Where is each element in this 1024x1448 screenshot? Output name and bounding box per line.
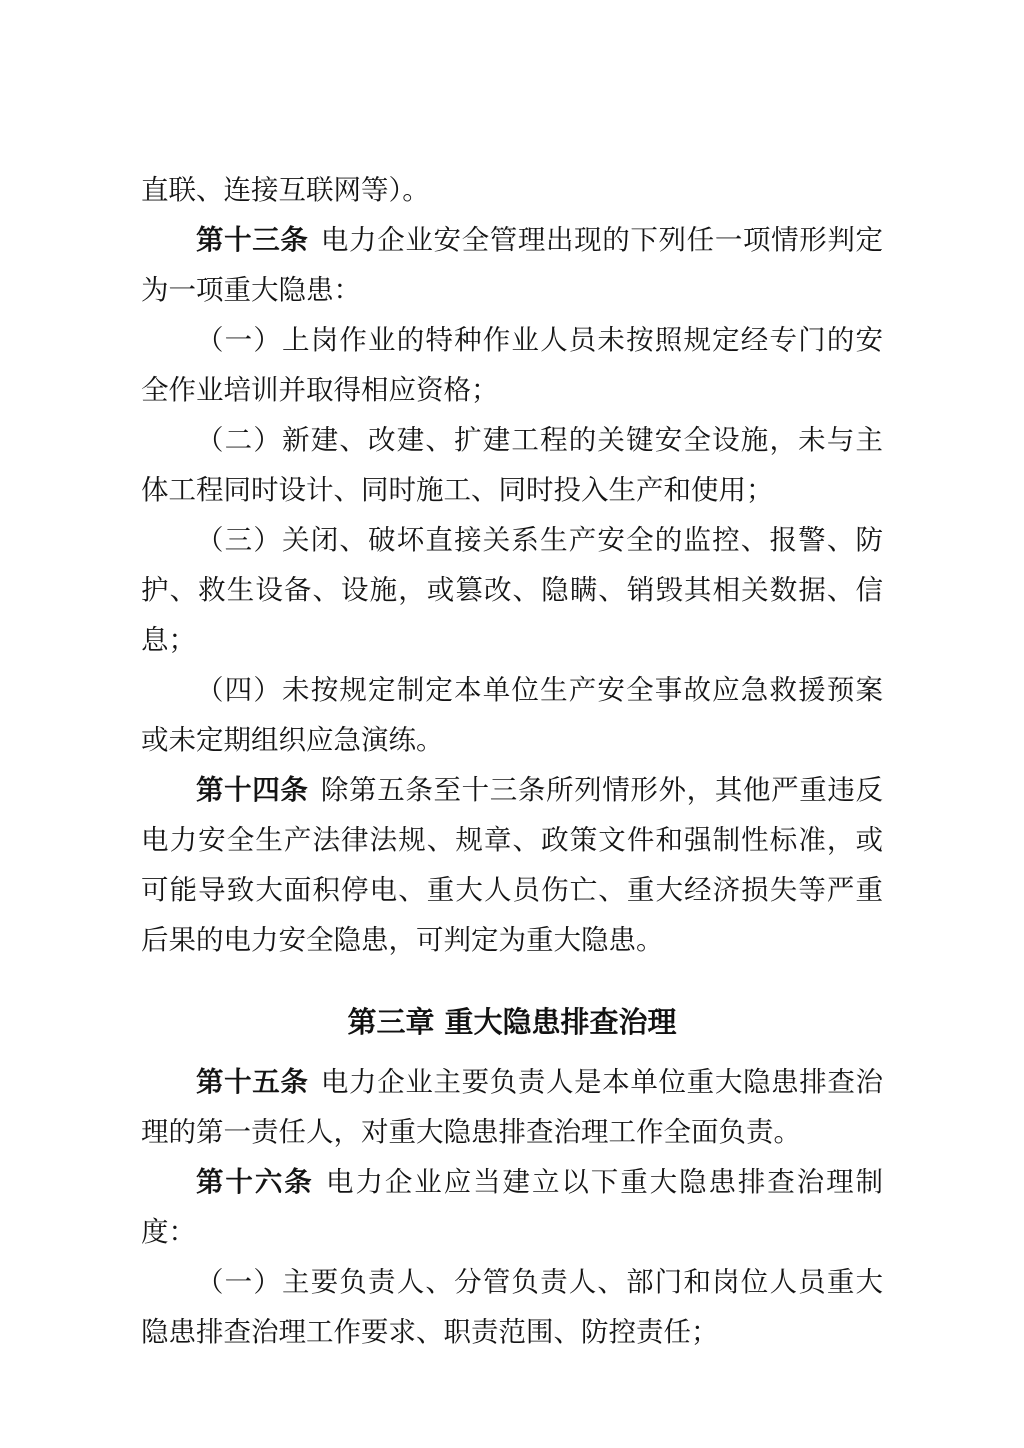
para-text: 除第五条至十三条所列情形外，其他严重违反电力安全生产法律法规、规章、政策文件和强制性标准，或可能导致大面积停电、重大人员伤亡、重大经济损失等严重后果的电力安全隐患，可判定为重大隐患。 (141, 774, 884, 956)
article-15-number: 第十五条 (196, 1066, 309, 1098)
article-16-number: 第十六条 (196, 1166, 314, 1198)
para-text: （三）关闭、破坏直接关系生产安全的监控、报警、防护、救生设备、设施，或篡改、隐瞒、销毁其相关数据、信息； (141, 524, 883, 656)
para-article-15 (141, 1057, 883, 1157)
chapter-heading: 第三章 重大隐患排查治理 (347, 1005, 677, 1039)
para-text: 电力企业主要负责人是本单位重大隐患排查治理的第一责任人，对重大隐患排查治理工作全面负责。 (141, 1066, 884, 1148)
para-text: 电力企业安全管理出现的下列任一项情形判定为一项重大隐患： (141, 224, 884, 306)
para-text: （四）未按规定制定本单位生产安全事故应急救援预案或未定期组织应急演练。 (141, 674, 883, 756)
para-text: 电力企业应当建立以下重大隐患排查治理制度： (141, 1166, 884, 1248)
para-article-13-item-1 (141, 315, 883, 415)
para-article-13 (141, 215, 883, 315)
para-article-16-item-1 (141, 1257, 883, 1357)
para-article-13-item-4 (141, 665, 883, 765)
article-14-number: 第十四条 (196, 774, 309, 806)
para-text: （二）新建、改建、扩建工程的关键安全设施，未与主体工程同时设计、同时施工、同时投入生产和使用； (141, 424, 883, 506)
para-text: 直联、连接互联网等）。 (141, 174, 430, 206)
para-text: （一）上岗作业的特种作业人员未按照规定经专门的安全作业培训并取得相应资格； (141, 324, 883, 406)
article-13-number: 第十三条 (196, 224, 309, 256)
para-continuation (141, 165, 883, 215)
para-text: （一）主要负责人、分管负责人、部门和岗位人员重大隐患排查治理工作要求、职责范围、防控责任； (141, 1266, 883, 1348)
para-article-13-item-2 (141, 415, 883, 515)
para-article-14 (141, 765, 883, 965)
document-content (141, 165, 883, 1357)
para-article-13-item-3 (141, 515, 883, 665)
para-article-16 (141, 1157, 883, 1257)
